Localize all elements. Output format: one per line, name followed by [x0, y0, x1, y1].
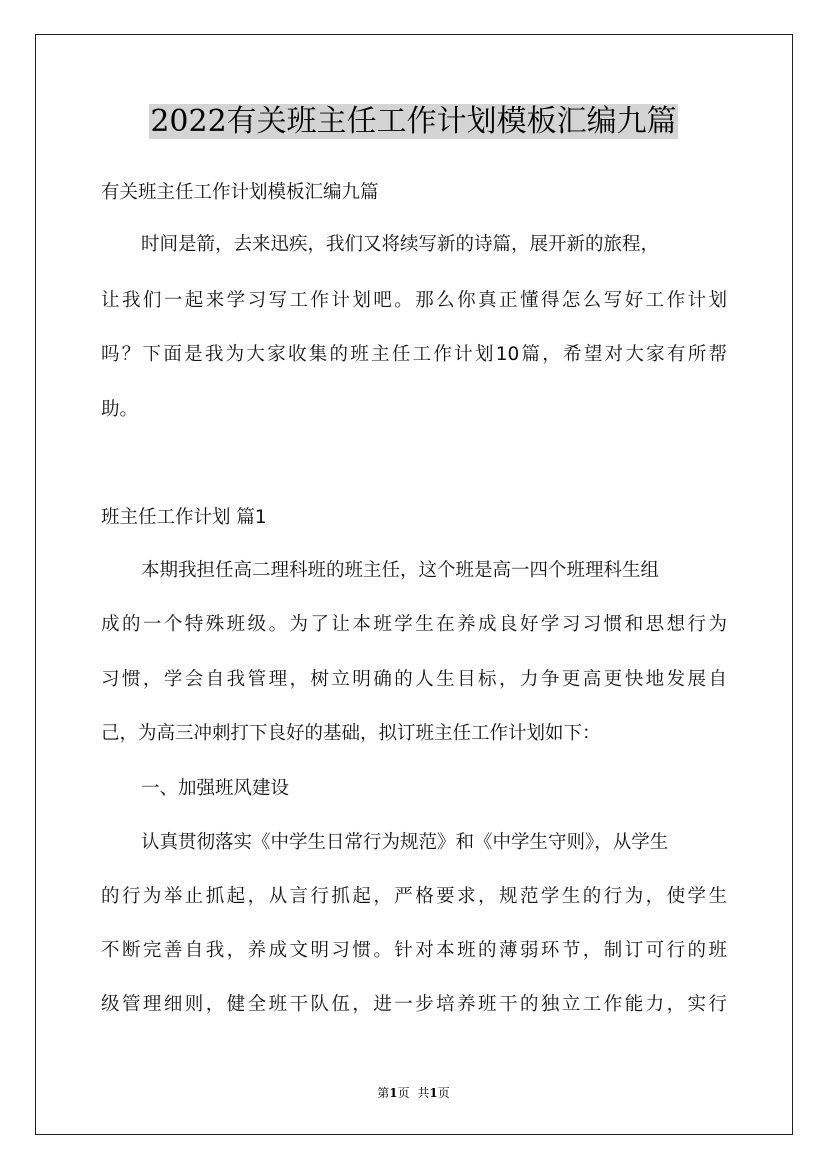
paragraph-line: 吗？下面是我为大家收集的班主任工作计划10篇，希望对大家有所帮 — [101, 344, 727, 365]
footer-page-current: 1 — [389, 1086, 398, 1100]
paragraph-line: 不断完善自我，养成文明习惯。针对本班的薄弱环节，制订可行的班 — [101, 940, 727, 961]
paragraph-line: 让我们一起来学习写工作计划吧。那么你真正懂得怎么写好工作计划 — [101, 290, 727, 311]
footer-page-total: 1 — [429, 1086, 438, 1100]
paragraph-line: 己，为高三冲刺打下良好的基础，拟订班主任工作计划如下： — [101, 723, 601, 744]
subtitle-line: 有关班主任工作计划模板汇编九篇 — [101, 182, 379, 203]
subsection-heading: 一、加强班风建设 — [141, 778, 290, 799]
footer-total-label-end: 页 — [437, 1086, 450, 1100]
footer-page-label-end: 页 — [397, 1086, 410, 1100]
paragraph-line: 认真贯彻落实《中学生日常行为规范》和《中学生守则》，从学生 — [141, 832, 669, 853]
paragraph-line: 时间是箭，去来迅疾，我们又将续写新的诗篇，展开新的旅程， — [141, 234, 660, 255]
paragraph-line: 级管理细则，健全班干队伍，进一步培养班干的独立工作能力，实行 — [101, 994, 727, 1015]
footer-total-label: 共 — [417, 1086, 430, 1100]
paragraph-line: 习惯，学会自我管理，树立明确的人生目标，力争更高更快地发展自 — [101, 669, 727, 690]
paragraph-line: 本期我担任高二理科班的班主任，这个班是高一四个班理科生组 — [141, 560, 660, 581]
section-heading: 班主任工作计划 篇1 — [101, 507, 267, 528]
paragraph-line: 成的一个特殊班级。为了让本班学生在养成良好学习习惯和思想行为 — [101, 614, 727, 635]
paragraph-line: 助。 — [101, 399, 139, 420]
footer-page-label: 第 — [377, 1086, 390, 1100]
paragraph-line: 的行为举止抓起，从言行抓起，严格要求，规范学生的行为，使学生 — [101, 886, 727, 907]
document-title-text: 2022有关班主任工作计划模板汇编九篇 — [150, 104, 677, 139]
document-title — [0, 100, 827, 144]
page-footer — [0, 1084, 827, 1101]
